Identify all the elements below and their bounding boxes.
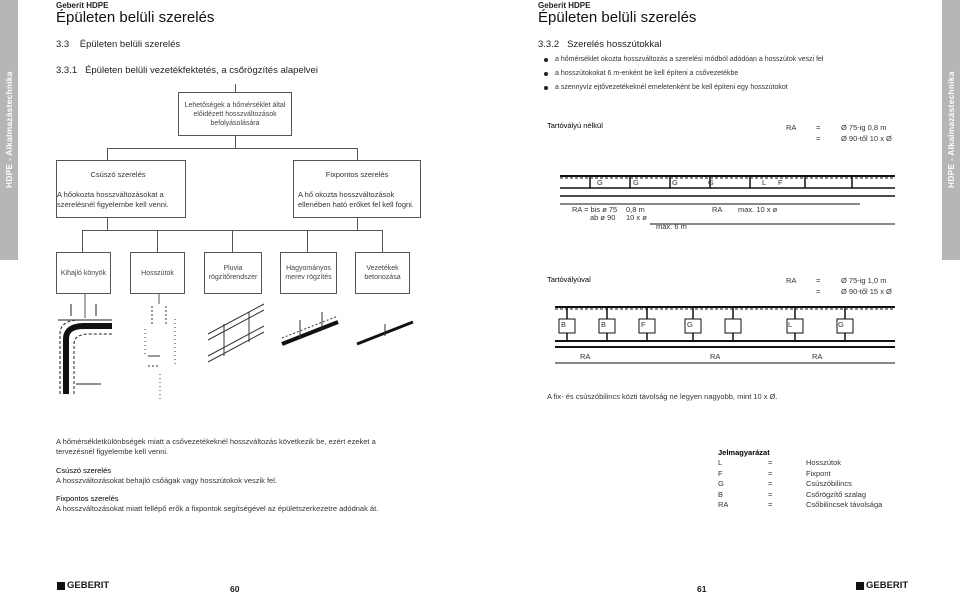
top-box: Lehetőségek a hőmérséklet által előidézett hosszváltozások befolyásolására [178, 92, 292, 136]
legend-value: Csőbilincsek távolsága [806, 500, 883, 509]
connector [107, 218, 108, 230]
legend-key: G [718, 479, 724, 488]
subsection-number: 3.3.2 [538, 39, 560, 50]
page-number-right: 61 [697, 584, 707, 593]
diagram-label-l: L [762, 178, 767, 187]
connector [232, 230, 233, 252]
with-tray-spec [786, 276, 906, 297]
connector [235, 84, 236, 92]
annotation-ra-75: RA = bis ø 75 [572, 205, 618, 214]
diagram-label-f: F [778, 178, 783, 187]
connector [157, 230, 158, 252]
annotation-10x: 10 x ø [626, 213, 647, 222]
subsection-number: 3.3.1 [56, 65, 78, 76]
legend-value: Csúszóbilincs [806, 479, 852, 488]
legend-value: Csőrögzítő szalag [806, 489, 867, 499]
bullet-item: a szennyvíz ejtővezetékeknél emeletenként be kell építeni egy hosszútokot [543, 81, 923, 95]
legend-eq: = [768, 468, 773, 478]
connector [235, 136, 236, 148]
without-tray-label: Tartóvályú nélkül [547, 121, 603, 130]
connector [307, 230, 308, 252]
paragraph-3-title: Fixpontos szerelés [56, 494, 119, 503]
spec-key [786, 287, 816, 298]
fixed-title: Fixpontos szerelés [325, 170, 389, 179]
legend-row [718, 490, 918, 501]
legend-row [718, 469, 918, 480]
paragraph-2: A hosszváltozásokat behajló csőágak vagy hosszútokok veszik fel. [56, 476, 277, 485]
subsection-title: Szerelés hosszútokkal [567, 39, 662, 50]
annotation-max-10x: max. 10 x ø [738, 205, 778, 214]
annotation-08m: 0,8 m [626, 205, 645, 214]
spec-value: Ø 75-ig 1,0 m [841, 276, 887, 285]
geberit-logo-right [856, 580, 908, 591]
connector [107, 148, 357, 149]
bullet-item: a hőmérséklet okozta hosszváltozás a szerelési módból adódóan a hosszútok veszi fel [543, 53, 923, 67]
legend-title: Jelmagyarázat [718, 448, 770, 457]
legend-key: L [718, 458, 723, 467]
annotation-ab-90: ab ø 90 [590, 213, 616, 222]
connector [357, 148, 358, 160]
diagram-label-b2: B [601, 320, 607, 329]
legend-eq: = [768, 458, 773, 467]
distance-note: A fix- és csúszóbilincs közti távolság ne legyen nagyobb, mint 10 x Ø. [547, 392, 778, 401]
header-title-right: Épületen belüli szerelés [538, 9, 697, 26]
spec-value: Ø 75-ig 0,8 m [841, 123, 887, 132]
method-box-3: Pluvia rögzítőrendszer [204, 252, 262, 294]
without-tray-spec [786, 123, 906, 144]
fixed-text: A hő okozta hosszváltozások ellenében ható erőket fel kell fogni. [298, 190, 414, 209]
expansion-bend-illustration [56, 294, 114, 404]
spec-key: RA [786, 276, 797, 285]
subsection-heading [56, 65, 318, 76]
diagram-label-b1: B [561, 320, 567, 329]
spec-value: Ø 90-től 10 x Ø [841, 133, 892, 143]
annotation-ra: RA [712, 205, 723, 214]
subsection-title: Épületen belüli vezetékfektetés, a csőrögzítés alapelvei [85, 65, 318, 76]
expansion-socket-illustration [130, 294, 188, 404]
connector [82, 230, 83, 252]
legend-key: B [718, 489, 724, 499]
spec-key: RA [786, 123, 797, 132]
section-title: Épületen belüli szerelés [79, 39, 181, 50]
method-box-5: Vezetékek betonozása [355, 252, 410, 294]
diagram-label-g1: G [597, 178, 603, 187]
legend [718, 448, 918, 511]
diagram-label-f: F [641, 320, 646, 329]
header-title-left: Épületen belüli szerelés [56, 9, 215, 26]
annotation-ra-1: RA [580, 352, 591, 361]
header-brand-left: Geberit HDPE [56, 1, 109, 10]
connector [107, 148, 108, 160]
legend-eq: = [768, 479, 773, 488]
diagram-label-l: L [788, 320, 793, 329]
bullet-item: a hosszútokokat 6 m-enként be kell építeni a csővezetékbe [543, 67, 923, 81]
legend-value: Fixpont [806, 468, 831, 478]
annotation-ra-3: RA [812, 352, 823, 361]
spec-eq: = [816, 133, 821, 143]
method-box-1: Kihajló könyök [56, 252, 111, 294]
legend-row [718, 500, 918, 511]
logo-text: GEBERIT [67, 580, 110, 591]
geberit-logo-left [57, 580, 109, 591]
logo-text: GEBERIT [866, 580, 909, 591]
concrete-embedding-illustration [355, 294, 415, 364]
spec-eq: = [816, 276, 821, 285]
legend-key: RA [718, 500, 729, 509]
legend-row [718, 479, 918, 490]
legend-key: F [718, 468, 723, 478]
diagram-label-g: G [687, 320, 693, 329]
diagram-label-g4: G [708, 178, 714, 187]
page-number-left: 60 [230, 584, 240, 593]
spec-eq: = [816, 123, 821, 132]
with-tray-diagram [555, 303, 900, 368]
legend-row [718, 458, 918, 469]
pluvia-system-illustration [204, 294, 266, 374]
bullet-list [543, 53, 923, 95]
connector [382, 230, 383, 252]
subsection-heading-right [538, 39, 662, 50]
method-box-2: Hosszútok [130, 252, 185, 294]
paragraph-1: A hőmérsékletkülönbségek miatt a csővezetékeknél hosszváltozás következik be, ezért ezeket a tervezésnél figyelembe kell venni. [56, 437, 376, 456]
legend-eq: = [768, 489, 773, 499]
with-tray-label: Tartóvályúval [547, 275, 591, 284]
sliding-text: A hőokozta hosszváltozásokat a szerelésnél figyelembe kell venni. [57, 190, 169, 209]
connector [357, 218, 358, 230]
diagram-label-g2: G [838, 320, 844, 329]
spec-value: Ø 90-től 15 x Ø [841, 286, 892, 296]
section-number: 3.3 [56, 39, 70, 50]
side-tab-right-label: HDPE - Alkalmazástechnika [942, 0, 960, 260]
legend-eq: = [768, 500, 773, 509]
legend-value: Hosszútok [806, 458, 842, 467]
annotation-max-6m: max. 6 m [656, 222, 687, 231]
spec-key [786, 134, 816, 145]
rigid-fixing-illustration [280, 294, 340, 364]
diagram-label-g2: G [633, 178, 639, 187]
spec-eq: = [816, 286, 821, 296]
paragraph-2-title: Csúszó szerelés [56, 466, 112, 475]
sliding-title: Csúszó szerelés [90, 170, 146, 179]
annotation-ra-2: RA [710, 352, 721, 361]
section-heading [56, 39, 180, 50]
side-tab-left-label: HDPE - Alkalmazástechnika [0, 0, 18, 260]
method-box-4: Hagyományos merev rögzítés [280, 252, 337, 294]
diagram-label-g3: G [672, 178, 678, 187]
header-brand-right: Geberit HDPE [538, 1, 591, 10]
paragraph-3: A hosszváltozásokat miatt fellépő erők a fixpontok segítségével az épületszerkezetre adódnak át. [56, 504, 379, 513]
